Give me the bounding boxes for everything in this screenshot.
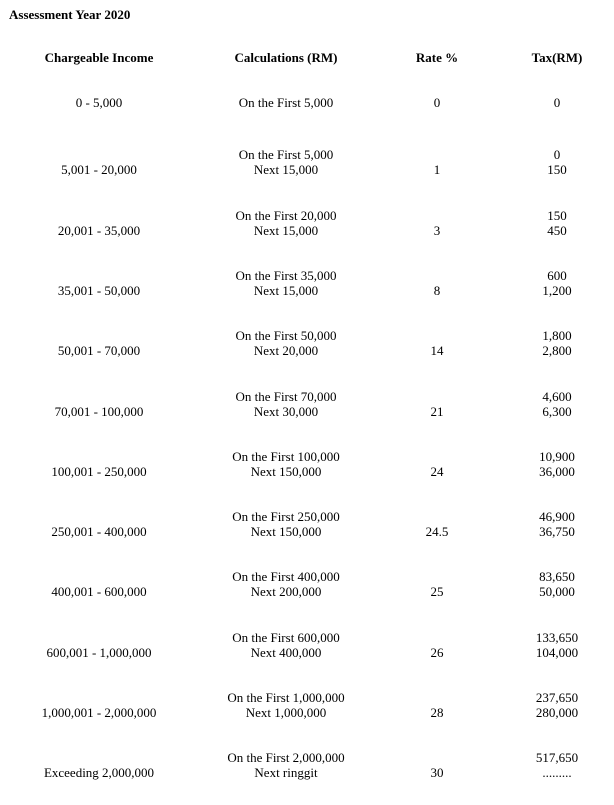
rate-cell: 14 xyxy=(430,343,444,359)
calculation-first-line: On the First 5,000 xyxy=(238,147,334,163)
rate-cell: 3 xyxy=(433,222,441,238)
calculation-first-line: On the First 35,000 xyxy=(235,267,337,283)
chargeable-income-cell: 1,000,001 - 2,000,000 xyxy=(41,705,157,720)
table-row xyxy=(0,569,614,609)
table-row xyxy=(0,690,614,730)
tax-first-line: 237,650 xyxy=(535,690,579,705)
rate-cell: 26 xyxy=(430,644,444,660)
chargeable-income-cell: Exceeding 2,000,000 xyxy=(43,765,155,781)
tax-next-line: 150 xyxy=(547,162,567,178)
chargeable-income-cell: 100,001 - 250,000 xyxy=(51,463,147,479)
rate-cell: 24.5 xyxy=(425,524,449,540)
tax-cell xyxy=(507,690,607,730)
table-row xyxy=(0,389,614,429)
calculation-first-line: On the First 50,000 xyxy=(235,328,337,344)
calculation-cell xyxy=(196,147,376,187)
calculation-cell xyxy=(196,690,376,730)
table-row xyxy=(0,449,614,489)
header-calculations: Calculations (RM) xyxy=(234,50,338,65)
calculation-cell xyxy=(196,569,376,609)
tax-first-line: 83,650 xyxy=(539,569,575,585)
tax-next-line: 36,000 xyxy=(539,463,575,479)
tax-next-line: 450 xyxy=(547,222,567,238)
calculation-cell xyxy=(196,95,376,135)
rate-cell: 25 xyxy=(430,584,444,600)
page-title: Assessment Year 2020 xyxy=(9,7,131,22)
rate-cell: 30 xyxy=(430,765,444,781)
rate-cell: 8 xyxy=(433,282,441,298)
calculation-next-line: Next 1,000,000 xyxy=(245,705,327,720)
calculation-first-line: On the First 20,000 xyxy=(235,207,337,223)
table-row xyxy=(0,208,614,248)
calculation-first-line: On the First 400,000 xyxy=(232,569,340,585)
rate-cell: 0 xyxy=(433,95,441,110)
calculation-next-line: Next 150,000 xyxy=(250,524,322,540)
calculation-next-line: Next 15,000 xyxy=(253,222,319,238)
table-row xyxy=(0,750,614,790)
rate-cell: 21 xyxy=(430,403,444,419)
header-tax: Tax(RM) xyxy=(531,50,583,65)
tax-next-line: 6,300 xyxy=(542,403,572,419)
rate-cell: 28 xyxy=(430,705,444,720)
tax-first-line: 1,800 xyxy=(542,328,572,344)
tax-first-line: 4,600 xyxy=(542,388,572,404)
tax-cell xyxy=(507,328,607,368)
calculation-next-line: Next 150,000 xyxy=(250,463,322,479)
calculation-cell xyxy=(196,509,376,549)
tax-next-line: 104,000 xyxy=(535,644,579,660)
table-row xyxy=(0,509,614,549)
rate-cell: 24 xyxy=(430,463,444,479)
chargeable-income-cell: 250,001 - 400,000 xyxy=(51,524,147,540)
table-row xyxy=(0,328,614,368)
tax-first-line: 150 xyxy=(547,207,567,223)
chargeable-income-cell: 20,001 - 35,000 xyxy=(57,222,141,238)
calculation-next-line: Next 15,000 xyxy=(253,282,319,298)
tax-cell xyxy=(507,449,607,489)
table-row xyxy=(0,147,614,187)
tax-first-line: 10,900 xyxy=(539,448,575,464)
tax-first-line: 0 xyxy=(553,147,561,163)
calculation-next-line: Next 15,000 xyxy=(253,162,319,178)
tax-first-line: 600 xyxy=(547,267,567,283)
tax-first-line: 0 xyxy=(553,95,561,110)
calculation-cell xyxy=(196,449,376,489)
chargeable-income-cell: 70,001 - 100,000 xyxy=(54,403,144,419)
calculation-first-line: On the First 250,000 xyxy=(232,509,340,525)
table-row xyxy=(0,630,614,670)
tax-first-line: 46,900 xyxy=(539,509,575,525)
header-rate: Rate % xyxy=(415,50,459,65)
chargeable-income-cell: 0 - 5,000 xyxy=(75,95,123,110)
tax-cell xyxy=(507,509,607,549)
rate-cell: 1 xyxy=(433,162,441,178)
calculation-cell xyxy=(196,389,376,429)
tax-cell xyxy=(507,630,607,670)
tax-next-line: 1,200 xyxy=(542,282,572,298)
tax-next-line: ......... xyxy=(542,765,572,781)
tax-cell xyxy=(507,268,607,308)
calculation-cell xyxy=(196,208,376,248)
chargeable-income-cell: 35,001 - 50,000 xyxy=(57,282,141,298)
calculation-next-line: Next ringgit xyxy=(254,765,318,781)
calculation-first-line: On the First 5,000 xyxy=(238,95,334,110)
calculation-next-line: Next 400,000 xyxy=(250,644,322,660)
tax-first-line: 517,650 xyxy=(535,750,579,766)
calculation-next-line: Next 30,000 xyxy=(253,403,319,419)
tax-next-line: 2,800 xyxy=(542,343,572,359)
tax-cell xyxy=(507,389,607,429)
tax-cell xyxy=(507,208,607,248)
tax-cell xyxy=(507,95,607,135)
chargeable-income-cell: 50,001 - 70,000 xyxy=(57,343,141,359)
calculation-first-line: On the First 600,000 xyxy=(232,629,340,645)
calculation-first-line: On the First 1,000,000 xyxy=(227,690,345,705)
header-chargeable-income: Chargeable Income xyxy=(44,50,154,65)
chargeable-income-cell: 5,001 - 20,000 xyxy=(61,162,137,178)
tax-first-line: 133,650 xyxy=(535,629,579,645)
table-row xyxy=(0,268,614,308)
chargeable-income-cell: 400,001 - 600,000 xyxy=(51,584,147,600)
calculation-first-line: On the First 100,000 xyxy=(232,448,340,464)
calculation-cell xyxy=(196,328,376,368)
calculation-first-line: On the First 70,000 xyxy=(235,388,337,404)
chargeable-income-cell: 600,001 - 1,000,000 xyxy=(46,644,152,660)
calculation-cell xyxy=(196,630,376,670)
tax-cell xyxy=(507,147,607,187)
calculation-next-line: Next 200,000 xyxy=(250,584,322,600)
tax-next-line: 36,750 xyxy=(539,524,575,540)
calculation-first-line: On the First 2,000,000 xyxy=(227,750,345,766)
calculation-cell xyxy=(196,268,376,308)
calculation-cell xyxy=(196,750,376,790)
tax-next-line: 280,000 xyxy=(535,705,579,720)
calculation-next-line: Next 20,000 xyxy=(253,343,319,359)
tax-cell xyxy=(507,569,607,609)
tax-cell xyxy=(507,750,607,790)
table-row xyxy=(0,95,614,135)
tax-next-line: 50,000 xyxy=(539,584,575,600)
